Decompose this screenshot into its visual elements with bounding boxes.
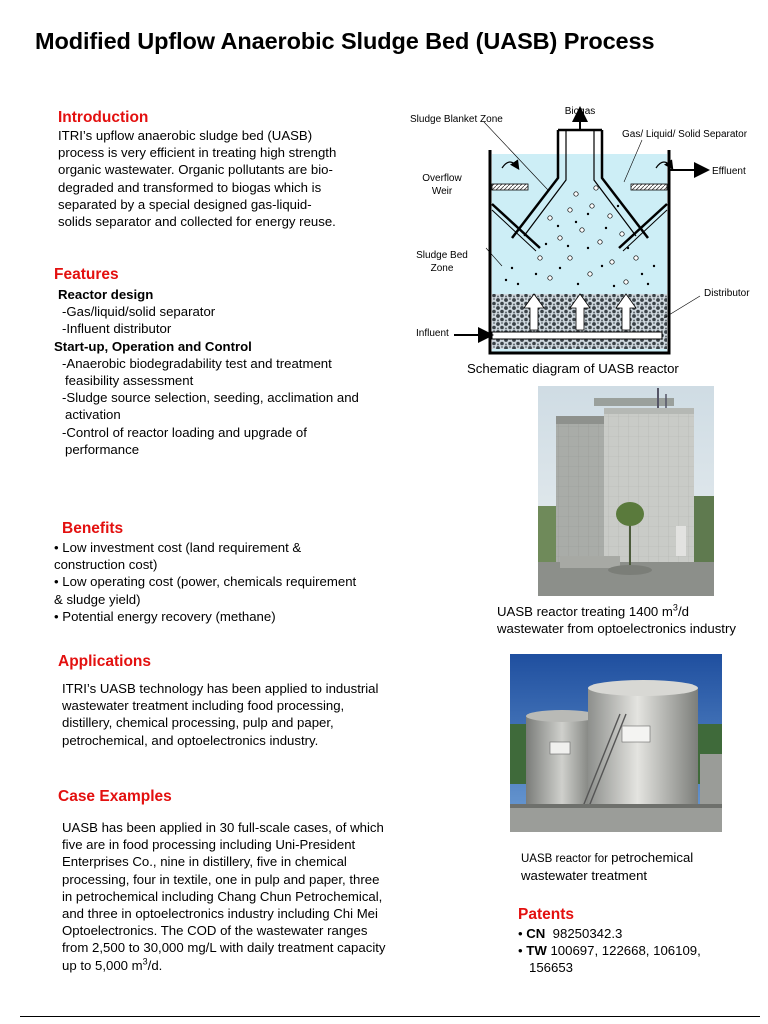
overflow-weir-right <box>631 184 667 190</box>
case-line-last: up to 5,000 $m^3/d$. <box>62 956 163 973</box>
case-line: processing, four in textile, one in pulp and paper, three <box>62 871 380 887</box>
application-line: distillery, chemical processing, pulp and paper, <box>62 715 334 731</box>
case-line: Optoelectronics. The COD of the wastewater ranges <box>62 923 368 939</box>
case-line: in petrochemical including Chang Chun Petrochemical, <box>62 888 383 904</box>
intro-line: separated by a special designed gas-liquid- <box>58 196 312 212</box>
application-line: wastewater treatment including food processing, <box>62 698 345 714</box>
patents-heading: Patents <box>518 906 574 923</box>
photo1-caption-line2: wastewater from optoelectronics industry <box>497 621 736 636</box>
intro-line: process is very efficient in treating high strength <box>58 145 337 161</box>
label-separator: Gas/ Liquid/ Solid Separator <box>622 129 748 140</box>
patent-tw-2: 156653 <box>529 960 574 976</box>
benefit-line: • Low investment cost (land requirement & <box>54 540 302 555</box>
feature-item: -Control of reactor loading and upgrade of <box>62 424 307 440</box>
photo-uasb-building <box>538 386 714 596</box>
case-line: Enterprises Co., nine in distillery, five in chemical <box>62 854 347 870</box>
intro-line: ITRI’s upflow anaerobic sludge bed (UASB) <box>58 128 313 143</box>
introduction-text <box>58 127 388 230</box>
feature-item: activation <box>65 407 121 423</box>
photo2-caption <box>521 849 693 884</box>
diagram-caption: Schematic diagram of UASB reactor <box>467 361 679 376</box>
photo2-caption-line2: wastewater treatment <box>521 868 648 883</box>
feature-item: -Anaerobic biodegradability test and treatment <box>62 355 332 371</box>
patent-tw: • TW 100697, 122668, 106109, <box>518 943 701 959</box>
case-line: UASB has been applied in 30 full-scale cases, of which <box>62 820 384 835</box>
reactor-design-label: Reactor design <box>58 287 154 302</box>
feature-item: performance <box>65 441 140 457</box>
patents-list <box>518 925 758 977</box>
features-heading: Features <box>54 266 119 283</box>
label-overflow-weir-2: Weir <box>431 186 453 197</box>
feature-item: -Influent distributor <box>62 321 172 337</box>
page-title: Modified Upflow Anaerobic Sludge Bed (UASB) Process <box>35 28 655 54</box>
label-sludge-blanket-zone: Sludge Blanket Zone <box>410 114 503 125</box>
photo1-caption <box>497 603 736 637</box>
benefit-line: • Potential energy recovery (methane) <box>54 608 276 624</box>
introduction-heading: Introduction <box>58 109 149 126</box>
label-biogas: Biogas <box>564 106 596 117</box>
feature-item: -Sludge source selection, seeding, acclimation and <box>62 390 359 406</box>
patent-cn: • CN 98250342.3 <box>518 926 623 941</box>
label-sludge-bed-zone: Sludge Bed <box>416 250 468 261</box>
case-line: from 2,500 to 30,000 mg/L with daily treatment capacity <box>62 940 386 956</box>
label-overflow-weir: Overflow <box>422 173 462 184</box>
intro-line: degraded and transformed to biogas which is <box>58 179 322 195</box>
overflow-weir-left <box>492 184 528 190</box>
photo-uasb-tanks <box>510 654 722 832</box>
features-text <box>54 286 394 458</box>
applications-heading: Applications <box>58 653 152 670</box>
application-line: petrochemical, and optoelectronics industry. <box>62 732 319 748</box>
benefits-text <box>54 539 399 625</box>
uasb-schematic-diagram <box>400 98 768 358</box>
benefit-line: & sludge yield) <box>54 591 141 607</box>
benefits-heading: Benefits <box>62 520 124 537</box>
feature-item: -Gas/liquid/solid separator <box>62 304 216 320</box>
benefit-line: • Low operating cost (power, chemicals requirement <box>54 574 357 590</box>
intro-line: solids separator and collected for energy reuse. <box>58 214 336 230</box>
case-examples-text <box>62 819 412 974</box>
label-effluent: Effluent <box>712 166 746 177</box>
influent-pipe <box>492 332 662 339</box>
photo1-caption-line1: UASB reactor treating 1400 $m^3/d$ <box>497 602 689 619</box>
intro-line: organic wastewater. Organic pollutants are bio- <box>58 162 333 178</box>
footer-rule <box>20 1016 760 1017</box>
feature-item: feasibility assessment <box>65 373 194 389</box>
case-line: five are in food processing including Uni-President <box>62 837 356 853</box>
label-distributor: Distributor <box>704 288 750 299</box>
photo2-caption-line1: UASB reactor for petrochemical <box>521 850 694 865</box>
label-influent: Influent <box>416 328 449 339</box>
application-line: ITRI’s UASB technology has been applied to industrial <box>62 681 379 696</box>
case-line: and three in optoelectronics industry including Chi Mei <box>62 906 378 922</box>
case-examples-heading: Case Examples <box>58 788 172 805</box>
label-sludge-bed-zone-2: Zone <box>430 263 454 274</box>
applications-text <box>62 680 407 749</box>
benefit-line: construction cost) <box>54 557 158 573</box>
startup-label: Start-up, Operation and Control <box>54 338 252 354</box>
